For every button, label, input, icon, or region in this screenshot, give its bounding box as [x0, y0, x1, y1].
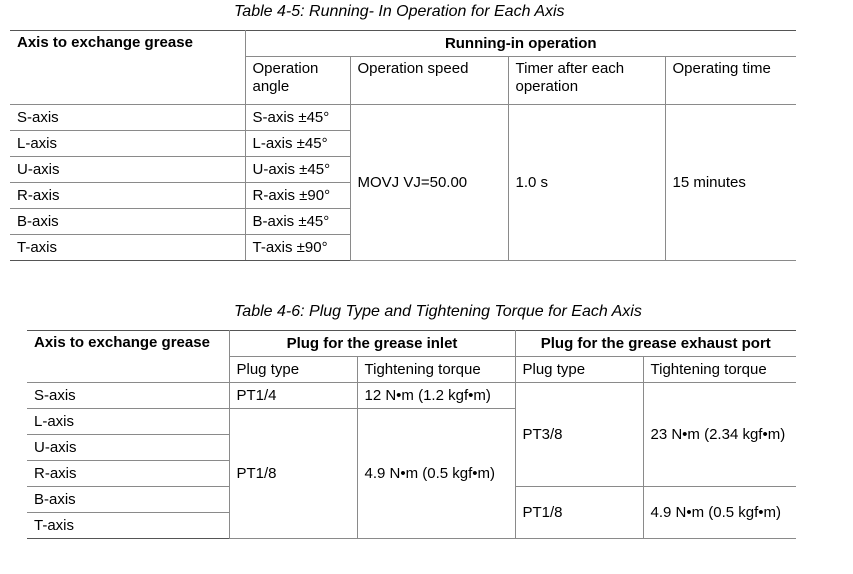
angle-cell: T-axis ±90°: [245, 235, 350, 261]
axis-cell: S-axis: [10, 105, 245, 131]
operation-speed-value: MOVJ VJ=50.00: [350, 105, 508, 261]
axis-column-header: Axis to exchange grease: [27, 331, 229, 383]
plug-torque-table: [27, 330, 796, 539]
exhaust-group-header: Plug for the grease exhaust port: [515, 331, 796, 357]
inlet-plug-type-rest: PT1/8: [229, 409, 357, 539]
operating-time-value: 15 minutes: [665, 105, 796, 261]
axis-cell: R-axis: [10, 183, 245, 209]
operation-angle-header: Operation angle: [245, 57, 350, 105]
angle-cell: U-axis ±45°: [245, 157, 350, 183]
angle-cell: B-axis ±45°: [245, 209, 350, 235]
exhaust-torque-upper: 23 N•m (2.34 kgf•m): [643, 383, 796, 487]
axis-cell: B-axis: [10, 209, 245, 235]
exhaust-plug-type-upper: PT3/8: [515, 383, 643, 487]
axis-cell: U-axis: [10, 157, 245, 183]
inlet-plug-type-s: PT1/4: [229, 383, 357, 409]
timer-value: 1.0 s: [508, 105, 665, 261]
inlet-torque-s: 12 N•m (1.2 kgf•m): [357, 383, 515, 409]
running-in-group-header: Running-in operation: [245, 31, 796, 57]
table2-caption: Table 4-6: Plug Type and Tightening Torque for Each Axis: [234, 303, 642, 320]
running-in-table: [10, 30, 796, 261]
exhaust-torque-header: Tightening torque: [643, 357, 796, 383]
table1-caption: Table 4-5: Running- In Operation for Each Axis: [234, 3, 565, 20]
exhaust-plug-type-header: Plug type: [515, 357, 643, 383]
axis-cell: L-axis: [10, 131, 245, 157]
axis-cell: T-axis: [10, 235, 245, 261]
inlet-torque-header: Tightening torque: [357, 357, 515, 383]
axis-cell: L-axis: [27, 409, 229, 435]
timer-header: Timer after each operation: [508, 57, 665, 105]
inlet-plug-type-header: Plug type: [229, 357, 357, 383]
axis-cell: U-axis: [27, 435, 229, 461]
axis-cell: R-axis: [27, 461, 229, 487]
exhaust-plug-type-lower: PT1/8: [515, 487, 643, 539]
axis-cell: T-axis: [27, 513, 229, 539]
axis-column-header: Axis to exchange grease: [10, 31, 245, 105]
operating-time-header: Operating time: [665, 57, 796, 105]
axis-cell: S-axis: [27, 383, 229, 409]
axis-cell: B-axis: [27, 487, 229, 513]
inlet-torque-rest: 4.9 N•m (0.5 kgf•m): [357, 409, 515, 539]
angle-cell: R-axis ±90°: [245, 183, 350, 209]
inlet-group-header: Plug for the grease inlet: [229, 331, 515, 357]
angle-cell: L-axis ±45°: [245, 131, 350, 157]
operation-speed-header: Operation speed: [350, 57, 508, 105]
exhaust-torque-lower: 4.9 N•m (0.5 kgf•m): [643, 487, 796, 539]
angle-cell: S-axis ±45°: [245, 105, 350, 131]
